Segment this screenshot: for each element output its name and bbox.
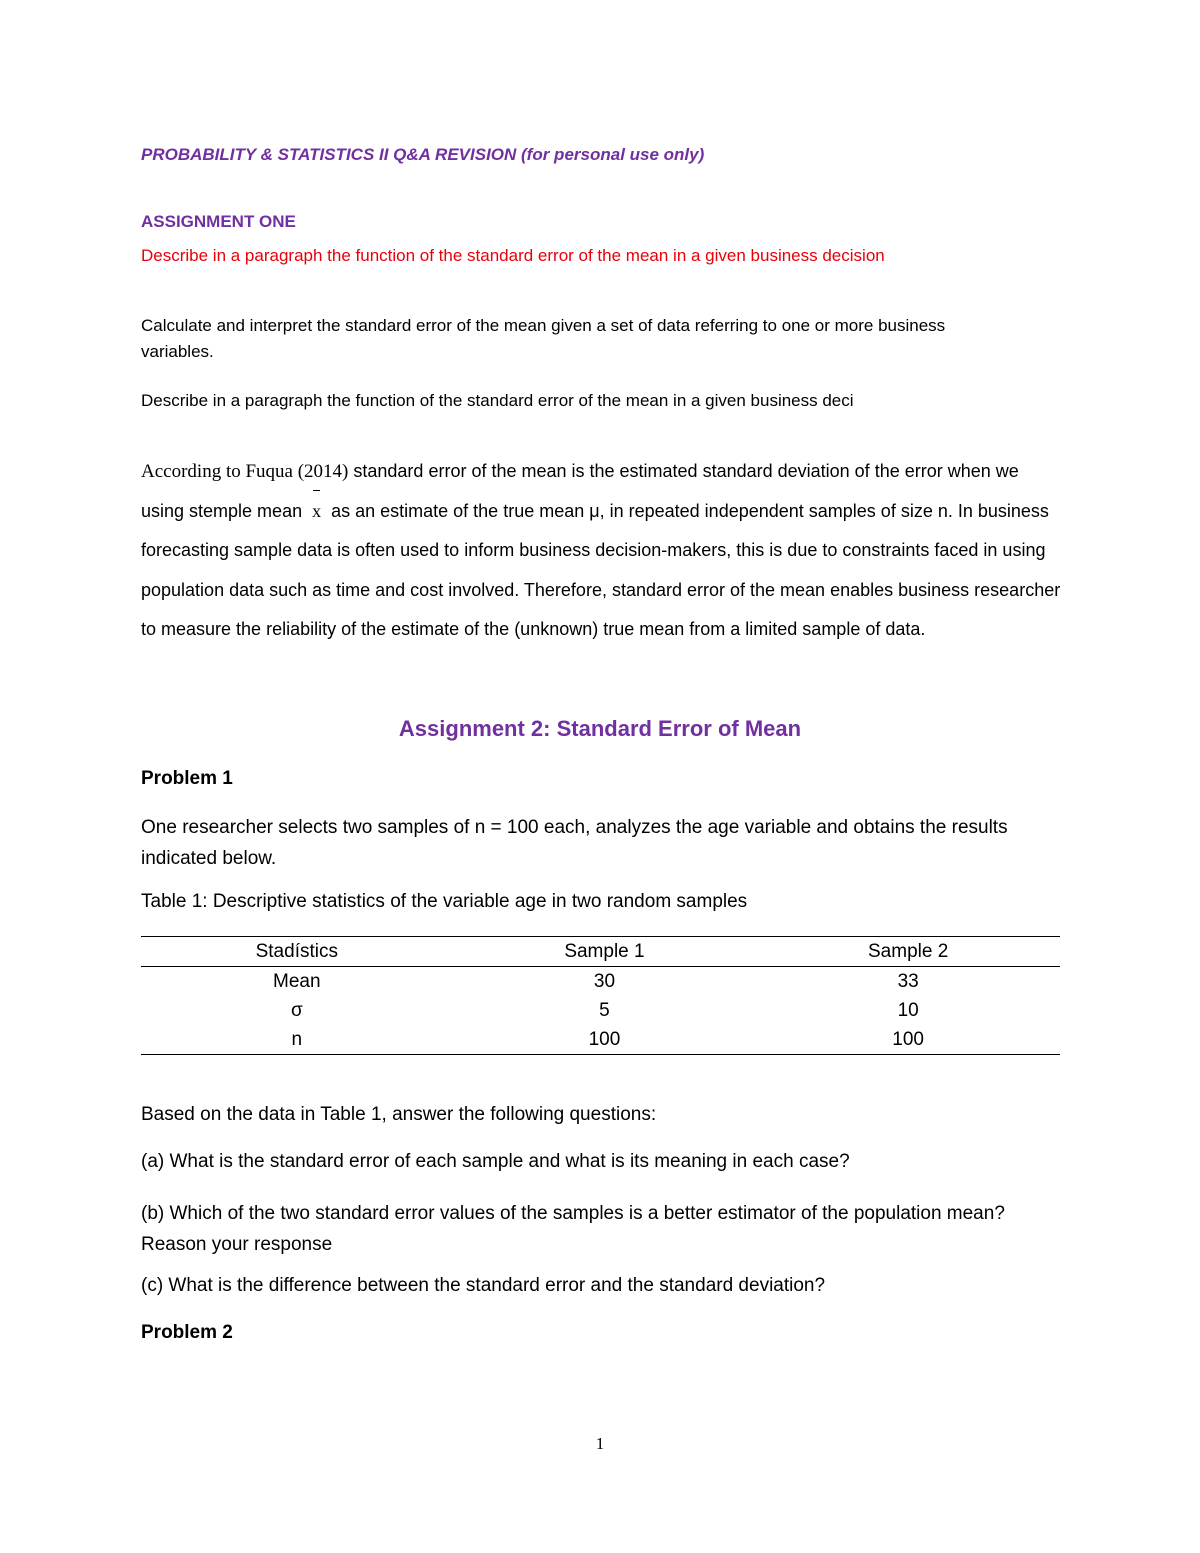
problem-1-label: Problem 1 [141, 768, 233, 789]
table-row [141, 1025, 1060, 1055]
table-cell: 10 [897, 999, 919, 1021]
problem-2-label: Problem 2 [141, 1322, 233, 1343]
table-cell: 33 [897, 970, 919, 992]
table-row [141, 996, 1060, 1025]
calculate-prompt: Calculate and interpret the standard error of the mean given a set of data referring to one or more business variables. [141, 316, 946, 361]
statistics-table [141, 936, 1060, 1055]
question-a: (a) What is the standard error of each sample and what is its meaning in each case? [141, 1151, 850, 1172]
table-cell: 100 [892, 1028, 924, 1050]
x-bar-symbol: x [312, 492, 321, 532]
table-header-cell: Sample 1 [564, 940, 645, 962]
problem-1-intro: One researcher selects two samples of n = 100 each, analyzes the age variable and obtains the results indicated below. [141, 817, 1008, 869]
question-c: (c) What is the difference between the standard error and the standard deviation? [141, 1275, 826, 1296]
assignment-one-label: ASSIGNMENT ONE [141, 212, 296, 231]
paragraph-lead: According to Fuqua (2014) [141, 461, 349, 482]
table-header-cell: Sample 2 [868, 940, 949, 962]
table-header-cell: Stadístics [255, 940, 338, 962]
table-cell: Mean [273, 970, 321, 992]
describe-prompt: Describe in a paragraph the function of the standard error of the mean in a given business deci [141, 391, 854, 410]
document-title: PROBABILITY & STATISTICS II Q&A REVISION (for personal use only) [141, 145, 705, 164]
table-row [141, 967, 1060, 997]
table-cell: 30 [593, 970, 616, 992]
table-header-row [141, 937, 1060, 967]
assignment-two-heading: Assignment 2: Standard Error of Mean [398, 716, 802, 741]
red-prompt: Describe in a paragraph the function of the standard error of the mean in a given business decision [141, 246, 885, 265]
question-b: (b) Which of the two standard error values of the samples is a better estimator of the population mean? Reason your response [141, 1203, 1005, 1255]
paragraph-part-2: as an estimate of the true mean μ, in repeated independent samples of size n. In business forecasting sample data is often used to inform business decision-makers, this is due to constraints faced in using population data such as time and cost involved. Therefore, standard error of the mean enables business researcher to measure the reliability of the estimate of the (unknown) true mean from a limited sample of data. [141, 500, 1061, 640]
table-cell: σ [290, 999, 303, 1021]
questions-intro: Based on the data in Table 1, answer the following questions: [141, 1104, 657, 1125]
page-number: 1 [595, 1434, 605, 1453]
table-caption: Table 1: Descriptive statistics of the variable age in two random samples [141, 891, 748, 912]
answer-paragraph [141, 452, 1061, 650]
table-cell: 100 [588, 1028, 621, 1050]
table-cell: n [291, 1028, 303, 1050]
paragraph-part-1: standard error of the mean is the estimated standard deviation of the error when we using stemple mean [141, 461, 1019, 521]
table-cell: 5 [599, 999, 610, 1021]
